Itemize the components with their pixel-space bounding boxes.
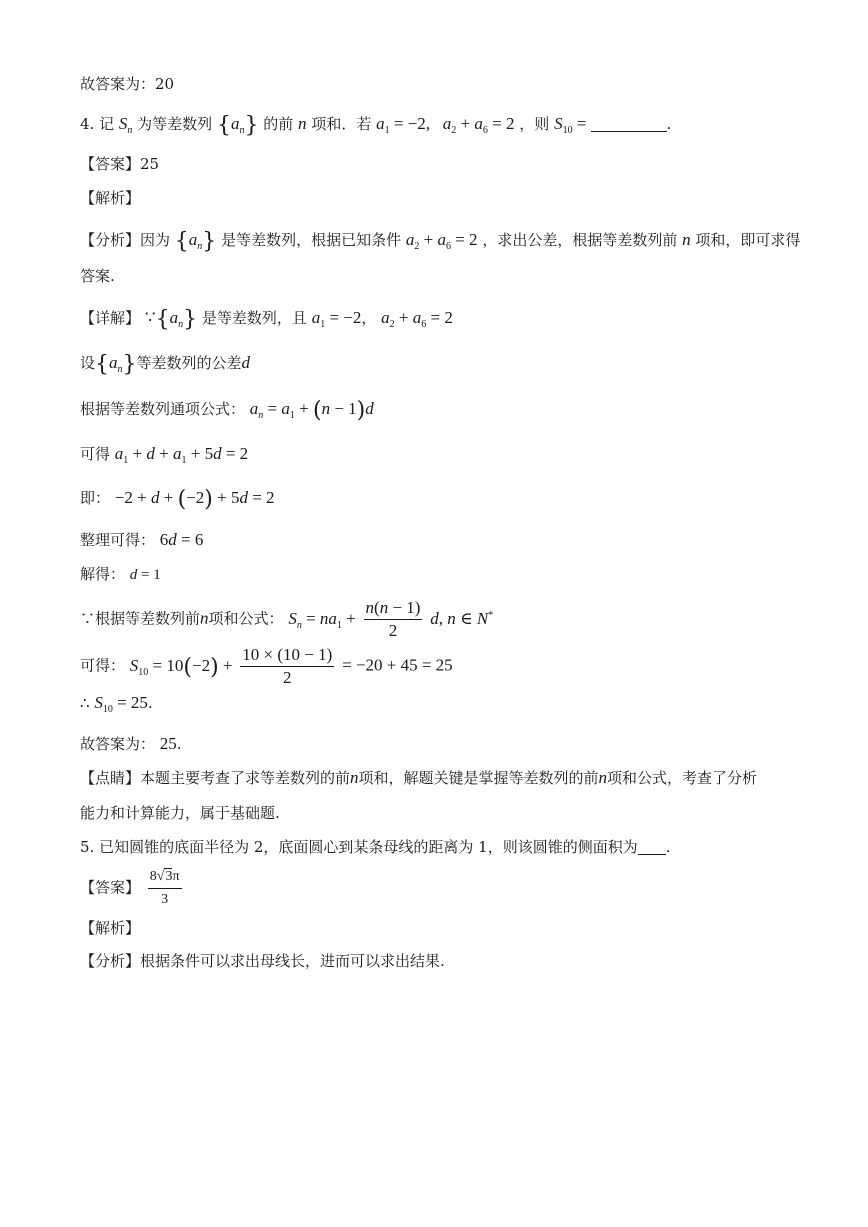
jiede-text: 解得： — [80, 565, 126, 583]
kede-text: 可得 — [80, 445, 111, 463]
fenxi-cont-line — [80, 265, 115, 287]
qianxiang-line: ∵根据等差数列前n项和公式： $S_n = na_1$ + $\frac{n(n - 1)}{2}$ d, n ∈ N* — [80, 598, 494, 640]
fenxi-text3: 项和，即可求得 — [695, 231, 801, 249]
fenxi5-text: 【分析】根据条件可以求出母线长，进而可以求出结果. — [80, 952, 445, 970]
ji-line: 即： −2 + d + (−2) + 5d = 2 — [80, 487, 275, 512]
kede-line: 可得 $a_1 + d + a_1 + 5d = 2$ — [80, 444, 249, 466]
answer5-fraction: $\frac{8√3\pi}{3}$ — [149, 869, 180, 907]
xiangjie-prefix: 【详解】 — [80, 309, 141, 327]
zhengli-text: 整理可得： — [80, 531, 156, 549]
q4-text1: 为等差数列 — [137, 115, 213, 133]
therefore-symbol: ∴ — [80, 694, 90, 712]
fenxi5-line — [80, 950, 445, 972]
tongxiang-line: 根据等差数列通项公式： $a_n = a_1 + (n - 1)d$ — [80, 398, 374, 423]
sum-formula-fraction: $\frac{n(n - 1)}{2}$ — [365, 598, 421, 640]
dianjing-mid: 项和，解题关键是掌握等差数列的前 — [358, 769, 599, 787]
xiangjie-line: 【详解】 $\because\{a_n\}$ 是等差数列，且 $a_1 = -2$， $a_2 + a_6 = 2$ — [80, 307, 453, 332]
fenxi-text1: 是等差数列，根据已知条件 — [221, 231, 402, 249]
q4-number: 4. 记 — [80, 115, 115, 133]
answer-text: 【答案】25 — [80, 155, 160, 173]
answer-blank-5 — [638, 838, 666, 855]
q4-text4: ，则 — [519, 115, 550, 133]
qianxiang-text2: 项和公式： — [208, 609, 284, 628]
dianjing-line-1: 【点睛】本题主要考查了求等差数列的前n项和，解题关键是掌握等差数列的前n项和公式，考查了分析 — [80, 768, 758, 787]
question-5: 5. 已知圆锥的底面半径为 2，底面圆心到某条母线的距离为 1，则该圆锥的侧面积为 . — [80, 838, 671, 856]
calc-fraction: $\frac{10 \times (10 - 1)}{2}$ — [242, 645, 333, 687]
kede2-line: 可得： $S_{10} = 10(-2)$ + $\frac{10 \times (10 - 1)}{2}$ = −20 + 45 = 25 — [80, 645, 453, 687]
tongxiang-text: 根据等差数列通项公式： — [80, 400, 246, 418]
fenxi-cont: 答案. — [80, 267, 115, 285]
qianxiang-text1: 根据等差数列前 — [95, 609, 201, 628]
answer-blank — [591, 115, 667, 132]
fenxi-line: 【分析】因为 $\{a_n\}$ 是等差数列，根据已知条件 $a_2 + a_6 = 2$ ，求出公差，根据等差数列前 n 项和，即可求得 — [80, 229, 801, 254]
xiangjie-text1: 是等差数列，且 — [201, 309, 307, 327]
q5-text: 5. 已知圆锥的底面半径为 2，底面圆心到某条母线的距离为 1，则该圆锥的侧面积为 — [80, 838, 638, 856]
answer5-label: 【答案】 — [80, 878, 141, 897]
dianjing-end: 项和公式，考查了分析 — [607, 769, 758, 787]
answer-line — [80, 153, 159, 175]
fenxi-prefix: 【分析】因为 — [80, 231, 171, 249]
dianjing-line-2 — [80, 802, 280, 824]
analysis-text: 【解析】 — [80, 189, 141, 207]
analysis5-heading — [80, 917, 140, 939]
zhengli-line: 整理可得： 6d = 6 — [80, 530, 204, 549]
final-answer-text: 故答案为： — [80, 735, 156, 753]
answer5-line — [80, 868, 185, 909]
question-4: 4. 记 $S_n$ 为等差数列 $\{a_n\}$ 的前 n 项和．若 $a_1 = -2$, $a_2 + a_6 = 2$ ，则 $S_{10}$ = . — [80, 113, 672, 138]
prev-answer-line — [80, 73, 174, 95]
final-answer-line: 故答案为： 25. — [80, 734, 182, 753]
fenxi-text2: ，求出公差，根据等差数列前 — [482, 231, 678, 249]
therefore-line: ∴ $S_{10} = 25$. — [80, 693, 153, 715]
dianjing-cont: 能力和计算能力，属于基础题. — [80, 804, 280, 822]
analysis-heading — [80, 187, 140, 209]
she-line: 设$\{a_n\}$等差数列的公差d — [80, 352, 251, 377]
analysis5-text: 【解析】 — [80, 919, 141, 937]
she-prefix: 设 — [80, 354, 96, 372]
jiede-line: 解得： d = 1 — [80, 565, 161, 583]
dianjing-prefix: 【点睛】本题主要考查了求等差数列的前 — [80, 769, 351, 787]
q4-text2: 的前 — [263, 115, 294, 133]
prev-answer-text: 故答案为：20 — [80, 75, 175, 93]
kede2-text: 可得： — [80, 656, 126, 675]
q4-text3: 项和．若 — [311, 115, 372, 133]
she-text: 等差数列的公差 — [136, 354, 242, 372]
ji-text: 即： — [80, 489, 111, 507]
